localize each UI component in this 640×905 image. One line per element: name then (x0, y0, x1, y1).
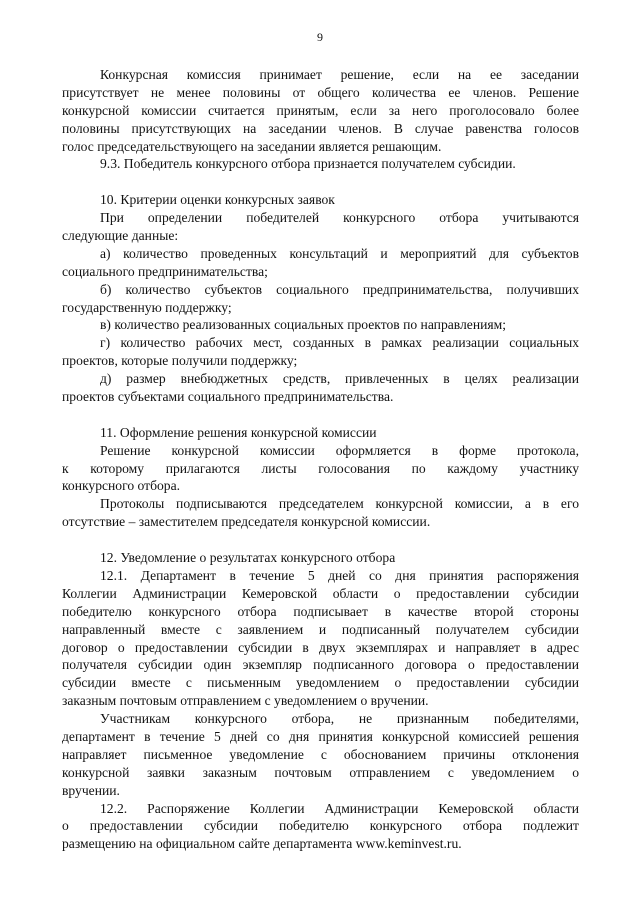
text-line: голос председательствующего на заседании является решающим. (62, 138, 442, 154)
text-line: 12.1. Департамент в течение 5 дней со дня принятия распоряжения (100, 567, 579, 583)
text-line: департамент в течение 5 дней со дня принятия конкурсной комиссией решения (62, 728, 579, 744)
section-heading: 10. Критерии оценки конкурсных заявок (100, 192, 335, 208)
text-line: отсутствие – заместителем председателя конкурсной комиссии. (62, 514, 431, 530)
section-heading: 12. Уведомление о результатах конкурсного отбора (100, 550, 396, 566)
page-number: 9 (317, 30, 323, 44)
text-line: Протоколы подписываются председателем конкурсной комиссии, а в его (100, 496, 579, 512)
blank-line (62, 406, 579, 424)
list-item: г) количество рабочих мест, созданных в рамках реализации социальных (100, 335, 579, 351)
text-line: Коллегии Администрации Кемеровской области о предоставлении субсидии (62, 585, 579, 601)
text-line: 12.2. Распоряжение Коллегии Администрации Кемеровской области (100, 800, 579, 816)
text-line: конкурсной комиссии считается принятым, если за него проголосовало более (62, 102, 579, 118)
text-line: 9.3. Победитель конкурсного отбора признается получателем субсидии. (100, 156, 516, 172)
blank-line (62, 173, 579, 191)
text-line: к которому прилагаются листы голосования по каждому участнику (62, 460, 579, 476)
text-line: присутствует не менее половины от общего количества ее членов. Решение (62, 84, 579, 100)
text-line: Конкурсная комиссия принимает решение, если на ее заседании (100, 67, 579, 82)
list-item: б) количество субъектов социального предпринимательства, получивших (100, 281, 579, 297)
text-line: договор о предоставлении субсидии в двух экземплярах и направляет в адрес (62, 639, 579, 655)
text-line: получателя субсидии один экземпляр подписанного договора о предоставлении (62, 657, 579, 673)
text-line: направленный вместе с заявлением и подписанный получателем субсидии (62, 621, 579, 637)
text-line: вручении. (62, 782, 120, 798)
text-line: субсидии вместе с письменным уведомлением о предоставлении субсидии (62, 675, 579, 691)
text-line: направляет письменное уведомление с обоснованием причины отклонения (62, 746, 579, 762)
text-line: конкурсного отбора. (62, 478, 181, 494)
text-line: Участникам конкурсного отбора, не признанным победителями, (100, 711, 579, 727)
text-line: При определении победителей конкурсного отбора учитываются (100, 210, 579, 226)
text-line: Решение конкурсной комиссии оформляется в форме протокола, (100, 442, 579, 458)
blank-line (62, 531, 579, 549)
text-line: заказным почтовым отправлением с уведомлением о вручении. (62, 693, 429, 709)
section-heading: 11. Оформление решения конкурсной комиссии (100, 424, 377, 440)
text-line: проектов, которые получили поддержку; (62, 353, 298, 369)
text-line: победителю конкурсного отбора подписывает в качестве второй стороны (62, 603, 579, 619)
list-item: в) количество реализованных социальных проектов по направлениям; (100, 317, 507, 333)
list-item: а) количество проведенных консультаций и мероприятий для субъектов (100, 245, 579, 261)
text-line: половины присутствующих на заседании членов. В случае равенства голосов (62, 120, 579, 136)
text-line: следующие данные: (62, 228, 179, 244)
text-line: государственную поддержку; (62, 299, 232, 315)
text-line: размещению на официальном сайте департамента www.keminvest.ru. (62, 836, 462, 852)
text-line: конкурсной заявки заказным почтовым отправлением с уведомлением о (62, 764, 579, 780)
text-line: проектов субъектами социального предпринимательства. (62, 389, 394, 405)
text-line: о предоставлении субсидии победителю конкурсного отбора подлежит (62, 818, 579, 834)
text-line: социального предпринимательства; (62, 263, 268, 279)
list-item: д) размер внебюджетных средств, привлеченных в целях реализации (100, 371, 579, 387)
document-body (62, 66, 579, 853)
